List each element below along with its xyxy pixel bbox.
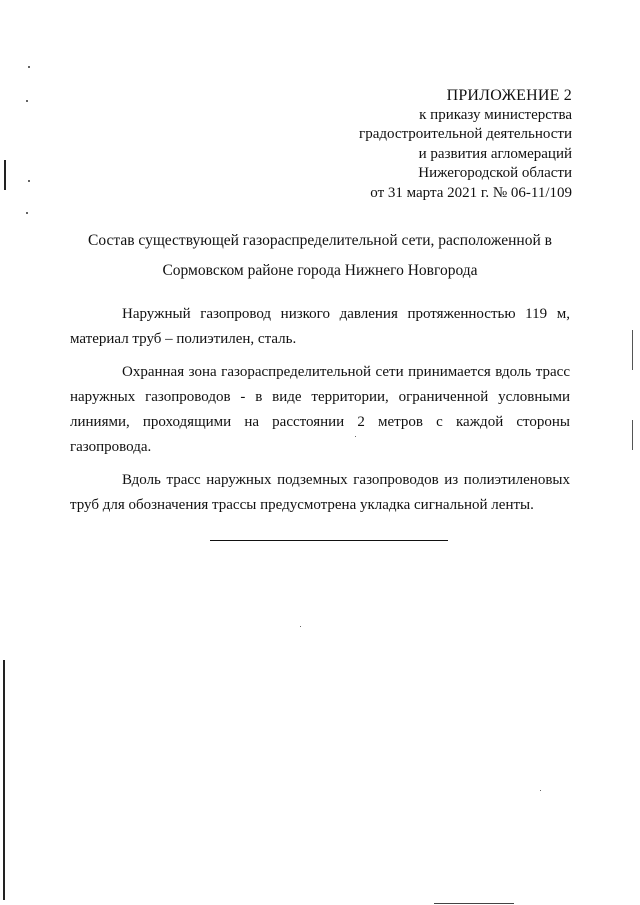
paragraph: Охранная зона газораспределительной сети принимается вдоль трасс наружных газопроводов - в виде территории, ограниченной условными линиями, проходящими на расстоянии 2 метров с каждой стороны газопровода. [70,364,570,455]
scan-speck [540,790,541,791]
scan-speck [28,180,30,182]
scan-speck [28,66,30,68]
scan-edge-line [632,420,633,450]
document-body [70,302,570,526]
scan-edge-line [632,330,633,370]
appendix-line: от 31 марта 2021 г. № 06-11/109 [370,184,572,201]
appendix-header [359,86,572,203]
appendix-line: Нижегородской области [418,165,572,181]
document-title [70,226,570,286]
document-title-line: Сормовском районе города Нижнего Новгорода [162,262,478,279]
paragraph: Вдоль трасс наружных подземных газопроводов из полиэтиленовых труб для обозначения трассы предусмотрена укладка сигнальной ленты. [70,472,570,513]
appendix-line: градостроительной деятельности [359,126,572,142]
scan-speck [26,212,28,214]
document-title-line: Состав существующей газораспределительной сети, расположенной в [88,232,552,249]
scan-speck [300,626,301,627]
appendix-title: ПРИЛОЖЕНИЕ 2 [446,87,572,104]
separator-line [210,540,448,541]
scan-edge-line [3,660,5,900]
appendix-line: к приказу министерства [419,106,572,123]
scan-speck [26,100,28,102]
scan-edge-line [4,160,6,190]
paragraph: Наружный газопровод низкого давления протяженностью 119 м, материал труб – полиэтилен, сталь. [70,306,570,347]
appendix-line: и развития агломераций [418,145,572,162]
bottom-edge-mark [434,903,514,904]
